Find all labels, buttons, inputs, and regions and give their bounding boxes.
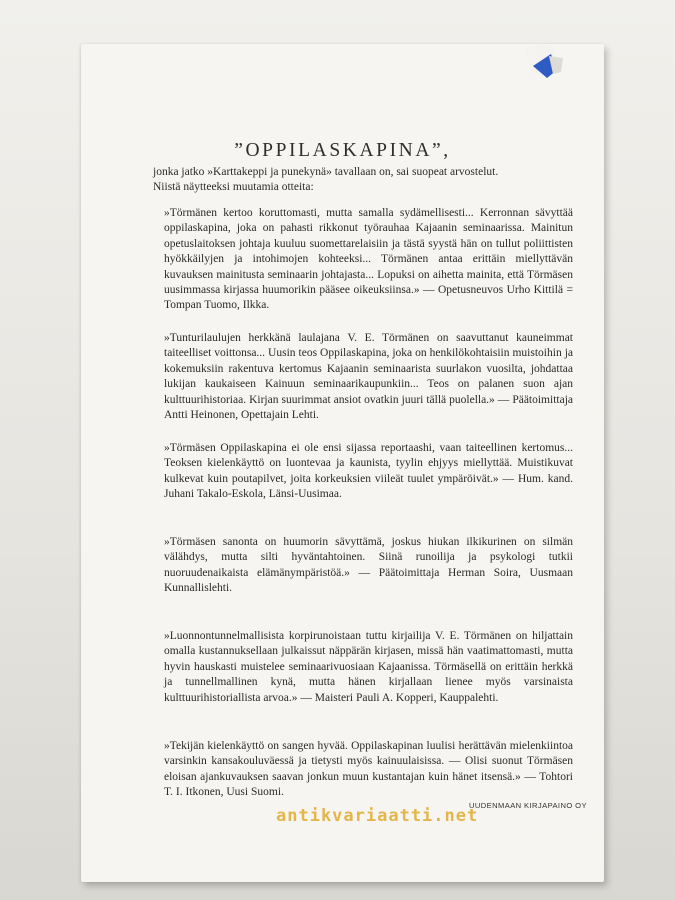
review-quote: »Tekijän kielenkäyttö on sangen hyvää. Oppilaskapinan luulisi herättävän mielenkiintoa varsinkin kansakouluväessä ja tietysti myös kainuulaisissa. — Olisi suonut Törmäsen eloisan ajankuvauksen saavan jonkun muun kustantajan kuin hänet itsensä.» — Tohtori T. I. Itkonen, Uusi Suomi. <box>164 740 573 799</box>
review-quote: »Törmänen kertoo koruttomasti, mutta samalla sydämellisesti... Kerronnan sävyttää oppilaskapina, joka on pahasti rikkonut työrauhaa Kajaanin seminaarissa. Mainitun opetuslaitoksen johtaja kuuluu suomettarelaisiin ja tästä syystä hän on tullut poliittisten hyökkäilyjen ja intohimojen kohteeksi... Törmänen antaa erittäin miellyttävän kuvauksen mainitusta seminaarin johtajasta... Lopuksi on aihetta mainita, että Törmäsen uusimmassa kirjassa huumorikin pääsee oikeuksiinsa.» — Opetusneuvos Urho Kittilä = Tompan Tuomo, Ilkka. <box>164 207 573 312</box>
book-title: ”OPPILASKAPINA”, <box>234 140 451 161</box>
watermark: antikvariaatti.net <box>276 806 479 826</box>
review-quote: »Luonnontunnelmallisista korpirunoistaan tuttu kirjailija V. E. Törmänen on hiljattain omalla kustannuksellaan julkaissut näppärän kirjasen, missä hän vaatimattomasti, mutta hyvin hauskasti muistelee seminaarivuosiaan Kajaanissa. Törmäsellä on erittäin herkkä ja tunnellmallinen kynä, mutta hänen kirjallaan lienee myös varsinaista kulttuurihistoriallista arvoa.» — Maisteri Pauli A. Kopperi, Kauppalehti. <box>164 630 573 704</box>
printer-imprint: UUDENMAAN KIRJAPAINO OY <box>469 801 587 810</box>
review-quote: »Törmäsen sanonta on huumorin sävyttämä, joskus hiukan ilkikurinen on silmän välähdys, mutta silti hyväntahtoinen. Siinä runoilija ja psykologi tutkii nuoruudenaikaista elämänympäristöä.» — Päätoimittaja Herman Soira, Uusmaan Kunnallislehti. <box>164 536 573 595</box>
torn-corner-icon <box>523 44 607 88</box>
review-quote: »Tunturilaulujen herkkänä laulajana V. E. Törmänen on saavuttanut kauneimmat taiteelliset voittonsa... Uusin teos Oppilaskapina, joka on henkilökohtaisiin muistoihin ja kokemuksiin rakentuva kertomus Kajaanin seminaarista suurlakon vuosilta, johdattaa lukijan kaukaiseen Kainuun seminaarikaupunkiin... Teos on palanen suon ajan kulttuurihistoriaa. Kirjan suurimmat ansiot ovatkin juuri tällä puolella.» — Päätoimittaja Antti Heinonen, Opettajain Lehti. <box>164 332 573 422</box>
book-back-cover <box>81 44 604 882</box>
review-quote: »Törmäsen Oppilaskapina ei ole ensi sijassa reportaashi, vaan taiteellinen kertomus... Teoksen kielenkäyttö on luontevaa ja kaunista, tyylin ehjyys miellyttää. Muistikuvat kulkevat kuin poutapilvet, joita korkeuksien viileät tuulet ympäröivät.» — Hum. kand. Juhani Takalo-Eskola, Länsi-Uusimaa. <box>164 442 573 501</box>
intro-paragraph: jonka jatko »Karttakeppi ja punekynä» tavallaan on, sai suopeat arvostelut. Niistä näytteeksi muutamia otteita: <box>153 166 499 194</box>
